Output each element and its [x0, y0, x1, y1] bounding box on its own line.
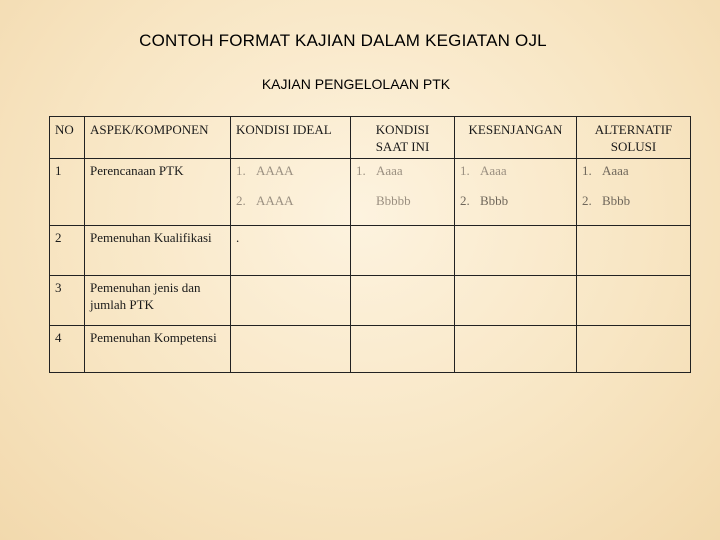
- header-kondisi-saat-ini-line1: KONDISI: [375, 122, 430, 137]
- cell-alternatif-solusi: [577, 226, 691, 276]
- list-item: 1. Aaaa: [460, 163, 507, 178]
- list-item: 1. Aaaa: [582, 163, 629, 178]
- page-title: CONTOH FORMAT KAJIAN DALAM KEGIATAN OJL: [139, 31, 547, 50]
- cell-aspek-line2: jumlah PTK: [90, 297, 154, 312]
- table-row: [50, 326, 691, 373]
- cell-alternatif-solusi: [577, 159, 691, 226]
- list-item: 2. Bbbb: [460, 193, 509, 208]
- list-item: 1. Aaaa: [356, 163, 403, 178]
- cell-aspek: Pemenuhan Kompetensi: [85, 326, 231, 373]
- cell-alternatif-solusi: [577, 276, 691, 326]
- header-alternatif-solusi-line2: SOLUSI: [610, 139, 657, 154]
- cell-kondisi-ideal: [231, 326, 351, 373]
- cell-no: 2: [50, 226, 85, 276]
- cell-aspek-line1: Pemenuhan jenis dan: [90, 280, 201, 295]
- header-kondisi-saat-ini-line2: SAAT INI: [375, 139, 430, 154]
- cell-kondisi-saat-ini: [351, 226, 455, 276]
- list-item: Bbbbb: [376, 193, 411, 208]
- cell-aspek: Pemenuhan Kualifikasi: [85, 226, 231, 276]
- cell-aspek: Perencanaan PTK: [85, 159, 231, 226]
- cell-no: 3: [50, 276, 85, 326]
- list-item: 1. AAAA: [236, 163, 294, 178]
- header-kesenjangan: KESENJANGAN: [455, 117, 577, 159]
- table-row: [50, 226, 691, 276]
- header-alternatif-solusi-line1: ALTERNATIF: [594, 122, 673, 137]
- header-alternatif-solusi: [577, 117, 691, 159]
- header-kondisi-saat-ini: [351, 117, 455, 159]
- table-header-row: [50, 117, 691, 159]
- table-row: [50, 276, 691, 326]
- cell-kesenjangan: [455, 226, 577, 276]
- cell-aspek: [85, 276, 231, 326]
- cell-alternatif-solusi: [577, 326, 691, 373]
- cell-kondisi-saat-ini: [351, 326, 455, 373]
- list-item: 2. Bbbb: [582, 193, 631, 208]
- cell-kesenjangan: [455, 326, 577, 373]
- header-aspek: ASPEK/KOMPONEN: [85, 117, 231, 159]
- cell-kondisi-saat-ini: [351, 159, 455, 226]
- header-kondisi-ideal: KONDISI IDEAL: [231, 117, 351, 159]
- list-item: 2. AAAA: [236, 193, 294, 208]
- cell-no: 4: [50, 326, 85, 373]
- table-row: [50, 159, 691, 226]
- cell-no: 1: [50, 159, 85, 226]
- kajian-table: [49, 116, 691, 373]
- header-no: NO: [50, 117, 85, 159]
- cell-kondisi-ideal: .: [231, 226, 351, 276]
- cell-kesenjangan: [455, 159, 577, 226]
- cell-kesenjangan: [455, 276, 577, 326]
- page-subtitle: KAJIAN PENGELOLAAN PTK: [261, 76, 451, 92]
- cell-kondisi-saat-ini: [351, 276, 455, 326]
- cell-kondisi-ideal: [231, 276, 351, 326]
- cell-kondisi-ideal: [231, 159, 351, 226]
